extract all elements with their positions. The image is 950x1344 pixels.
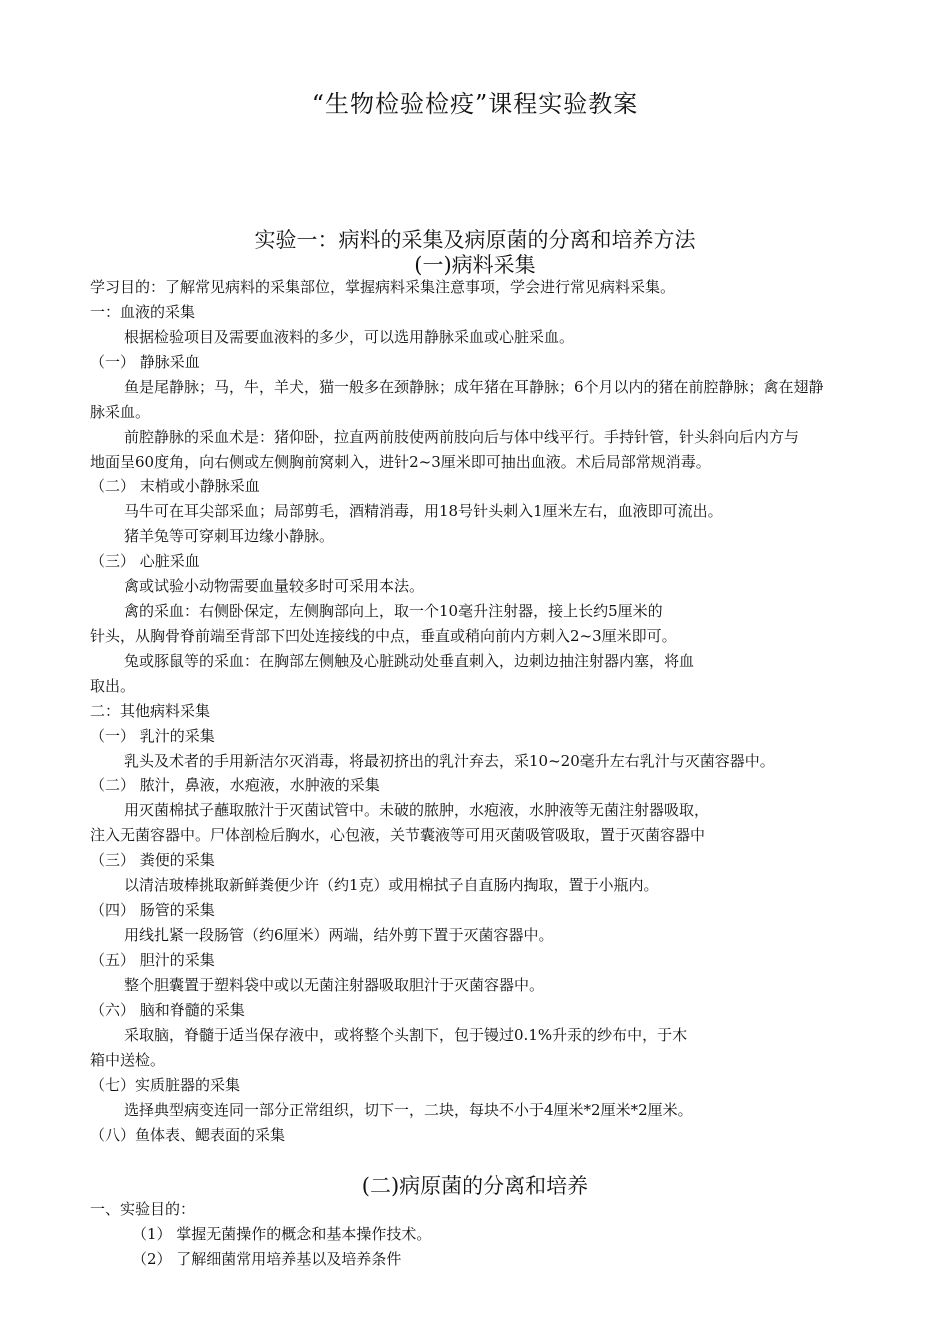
paragraph-line: 采取脑，脊髓于适当保存液中，或将整个头割下，包于镘过0.1%升汞的纱布中，于木 [124, 1026, 688, 1044]
subheading-line: （三） 心脏采血 [90, 552, 200, 570]
subheading-line: （七）实质脏器的采集 [90, 1076, 241, 1094]
paragraph-line: 以清洁玻棒挑取新鲜粪便少许（约1克）或用棉拭子自直肠内掏取，置于小瓶内。 [124, 876, 659, 894]
paragraph-line: 鱼是尾静脉；马，牛，羊犬，猫一般多在颈静脉；成年猪在耳静脉；6个月以内的猪在前腔静脉；禽在翅静 [124, 378, 824, 396]
paragraph-line: 注入无菌容器中。尸体剖检后胸水，心包液，关节囊液等可用灭菌吸管吸取，置于灭菌容器中 [90, 826, 706, 844]
paragraph-line: 用灭菌棉拭子蘸取脓汁于灭菌试管中。未破的脓肿，水疱液，水肿液等无菌注射器吸取， [124, 801, 710, 819]
paragraph-line: 乳头及术者的手用新洁尔灭消毒，将最初挤出的乳汁弃去，采10~20毫升左右乳汁与灭菌容器中。 [124, 752, 775, 770]
paragraph-line: 选择典型病变连同一部分正常组织，切下一，二块，每块不小于4厘米*2厘米*2厘米。 [124, 1101, 693, 1119]
subheading-line: （四） 肠管的采集 [90, 901, 215, 919]
paragraph-line: 整个胆囊置于塑料袋中或以无菌注射器吸取胆汁于灭菌容器中。 [124, 976, 545, 994]
paragraph-line: 猪羊兔等可穿刺耳边缘小静脉。 [124, 527, 335, 545]
heading-line: 一：血液的采集 [90, 303, 196, 321]
paragraph-line: 箱中送检。 [90, 1051, 166, 1069]
heading-line: 一、实验目的： [90, 1200, 196, 1218]
subheading-line: （二） 末梢或小静脉采血 [90, 477, 260, 495]
paragraph-line: 根据检验项目及需要血液料的多少，可以选用静脉采血或心脏采血。 [124, 328, 575, 346]
subheading-line: （一） 静脉采血 [90, 353, 200, 371]
paragraph-line: 地面呈60度角，向右侧或左侧胸前窝刺入，进针2~3厘米即可抽出血液。术后局部常规消毒。 [90, 453, 711, 471]
paragraph-line: 取出。 [90, 677, 136, 695]
paragraph-line: 脉采血。 [90, 403, 151, 421]
section-title-1: (一)病料采集 [414, 253, 536, 277]
document-title: “生物检验检疫”课程实验教案 [311, 90, 639, 118]
section-title-2: (二)病原菌的分离和培养 [361, 1174, 589, 1198]
subheading-line: （五） 胆汁的采集 [90, 951, 215, 969]
paragraph-line: 针头，从胸骨脊前端至背部下凹处连接线的中点，垂直或稍向前内方刺入2~3厘米即可。 [90, 627, 677, 645]
subheading-line: （一） 乳汁的采集 [90, 727, 215, 745]
heading-line: 二：其他病料采集 [90, 702, 211, 720]
list-item: （1） 掌握无菌操作的概念和基本操作技术。 [132, 1225, 432, 1243]
subheading-line: （六） 脑和脊髓的采集 [90, 1001, 245, 1019]
paragraph-line: 马牛可在耳尖部采血；局部剪毛，酒精消毒，用18号针头刺入1厘米左右，血液即可流出。 [124, 502, 723, 520]
paragraph-line: 兔或豚鼠等的采血：在胸部左侧触及心脏跳动处垂直刺入，边刺边抽注射器内塞，将血 [124, 652, 695, 670]
experiment-title: 实验一：病料的采集及病原菌的分离和培养方法 [254, 228, 696, 252]
subheading-line: （三） 粪便的采集 [90, 851, 215, 869]
paragraph-line: 禽的采血：右侧卧保定，左侧胸部向上，取一个10毫升注射器，接上长约5厘米的 [124, 602, 663, 620]
paragraph-line: 用线扎紧一段肠管（约6厘米）两端，结外剪下置于灭菌容器中。 [124, 926, 554, 944]
paragraph-line: 学习目的：了解常见病料的采集部位，掌握病料采集注意事项，学会进行常见病料采集。 [90, 278, 676, 296]
paragraph-line: 前腔静脉的采血术是：猪仰卧，拉直两前肢使两前肢向后与体中线平行。手持针管，针头斜向后内方与 [124, 428, 800, 446]
subheading-line: （八）鱼体表、鳃表面的采集 [90, 1126, 286, 1144]
subheading-line: （二） 脓汁，鼻液，水疱液，水肿液的采集 [90, 776, 380, 794]
list-item: （2） 了解细菌常用培养基以及培养条件 [132, 1250, 402, 1268]
paragraph-line: 禽或试验小动物需要血量较多时可采用本法。 [124, 577, 425, 595]
